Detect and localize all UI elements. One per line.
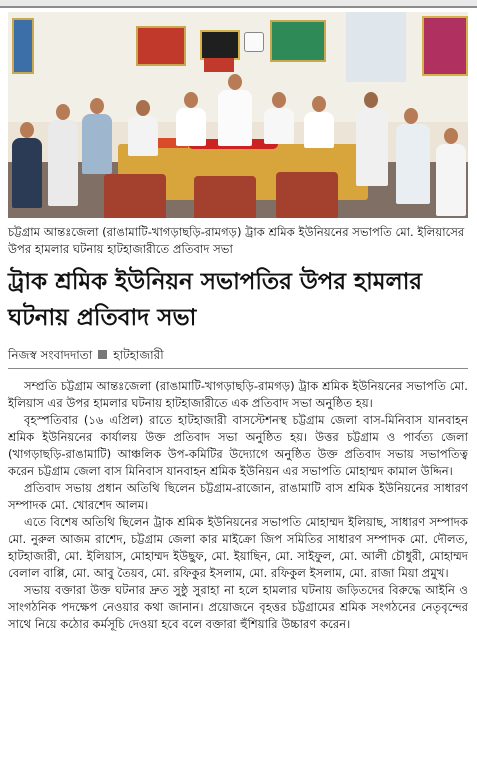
separator-square-icon [98,350,107,359]
byline-location: হাটহাজারী [113,348,164,362]
byline-author: নিজস্ব সংবাদদাতা [8,348,93,362]
news-photo [8,12,468,218]
article-paragraph: এতে বিশেষ অতিথি ছিলেন ট্রাক শ্রমিক ইউনিয়নের সভাপতি মোহাম্মদ ইলিয়াছ, সাধারণ সম্পাদক মো. নুরুল আজম রাশেদ, চট্টগ্রাম জেলা কার মাইক্রো জিপ সমিতির সাধারণ সম্পাদক মো. দৌলত, হাটহাজারী, মো. ইলিয়াস, মোহাম্মদ ইউছুফ, মো. ইয়াছিন, মো. সাইফুল, মো. আলী চৌধুরী, মোহাম্মদ বেলাল বাপ্পি, মো. আবু তৈয়ব, মো. রফিকুর ইসলাম, মো. রফিকুল ইসলাম, মো. রাজা মিয়া প্রমুখ। [8,515,468,580]
chair-3 [276,172,338,218]
photo-caption: চট্টগ্রাম আন্তঃজেলা (রাঙামাটি-খাগড়াছড়ি-রামগড়) ট্রাক শ্রমিক ইউনিয়নের সভাপতি মো. ইলিয়াসের উপর হামলার ঘটনায় হাটহাজারীতে প্রতিবাদ সভা [8,225,465,256]
wall-banner-3 [204,58,234,72]
wall-banner-4 [270,20,326,62]
chair-2 [194,176,256,218]
wall-banner-2 [200,30,240,60]
article-paragraph: প্রতিবাদ সভায় প্রধান অতিথি ছিলেন চট্টগ্রাম-রাজোন, রাঙামাটি বাস শ্রমিক ইউনিয়নের সাধারণ সম্পাদক মো. খোরশেদ আলম। [8,481,468,512]
article-body [8,378,468,633]
article-paragraph: বৃহস্পতিবার (১৬ এপ্রিল) রাতে হাটহাজারী বাসস্টেশনস্থ চট্টগ্রাম জেলা বাস-মিনিবাস যানবাহন শ্রমিক ইউনিয়নের কার্যালয় উক্ত প্রতিবাদ সভা অনুষ্ঠিত হয়। উত্তর চট্টগ্রাম ও পার্বত্য জেলা (খাগড়াছড়ি-রাঙামাটি) আঞ্চলিক উপ-কমিটির উদ্যোগে অনুষ্ঠিত উক্ত প্রতিবাদ সভায় সভাপতিত্ব করেন চট্টগ্রাম জেলা বাস মিনিবাস যানবাহন শ্রমিক ইউনিয়ন এর সভাপতি মোহাম্মদ কামাল উদ্দিন। [8,413,468,478]
wall-frame-right [422,16,468,76]
wall-frame-left [12,18,34,74]
wall-banner-1 [136,26,186,66]
article-paragraph: সম্প্রতি চট্টগ্রাম আন্তঃজেলা (রাঙামাটি-খাগড়াছড়ি-রামগড়) ট্রাক শ্রমিক ইউনিয়নের সভাপতি মো. ইলিয়াস এর উপর হামলার ঘটনায় হাটহাজারীতে এক প্রতিবাদ সভা অনুষ্ঠিত হয়। [8,379,468,410]
headline: ট্রাক শ্রমিক ইউনিয়ন সভাপতির উপর হামলার ঘটনায় প্রতিবাদ সভা [8,269,423,331]
window [346,12,406,82]
article-paragraph: সভায় বক্তারা উক্ত ঘটনার দ্রুত সুষ্ঠু সুরাহা না হলে হামলার ঘটনায় জড়িতদের বিরুদ্ধে আইনি ও সাংগঠনিক পদক্ষেপ নেওয়ার কথা জানান। প্রয়োজনে বৃহত্তর চট্টগ্রামের শ্রমিক সংগঠনের নেতৃবৃন্দের সাথে নিয়ে কঠোর কর্মসূচি দেওয়া হবে বলে বক্তারা হুঁশিয়ারি উচ্চারণ করেন। [8,583,468,631]
header-rule [0,6,477,8]
byline [8,347,468,363]
wall-clock [244,32,264,52]
byline-rule [8,368,468,369]
chair-1 [104,174,166,218]
